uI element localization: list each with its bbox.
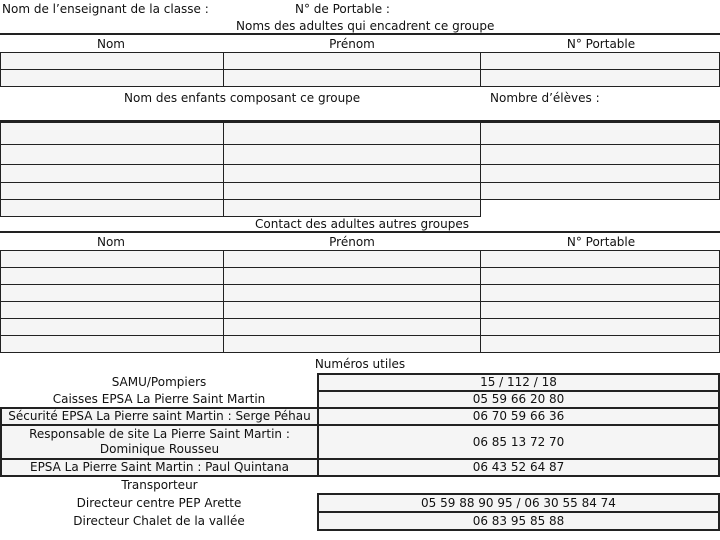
child-cell[interactable] [1,183,224,200]
useful-value: 06 85 13 72 70 [318,425,719,459]
adult-firstname-cell[interactable] [224,70,481,87]
useful-value: 06 83 95 85 88 [318,512,719,530]
child-cell[interactable] [224,145,481,165]
useful-value: 05 59 66 20 80 [318,391,719,408]
contact-cell[interactable] [481,336,720,353]
useful-numbers-table [0,373,720,531]
contacts-col-portable: N° Portable [566,235,636,249]
contact-cell[interactable] [481,319,720,336]
adult-firstname-cell[interactable] [224,53,481,70]
child-cell[interactable] [1,200,224,217]
contact-cell[interactable] [1,336,224,353]
col-portable: N° Portable [566,37,636,51]
adults-title: Noms des adultes qui encadrent ce groupe [236,19,495,33]
contact-cell[interactable] [224,319,481,336]
child-cell[interactable] [224,200,481,217]
divider [0,231,720,233]
useful-label: SAMU/Pompiers [1,374,318,391]
contact-cell[interactable] [224,268,481,285]
useful-value: 15 / 112 / 18 [318,374,719,391]
child-cell[interactable] [224,123,481,145]
child-cell[interactable] [481,145,720,165]
child-cell[interactable] [481,200,720,217]
contact-cell[interactable] [481,268,720,285]
useful-label: Directeur Chalet de la vallée [1,512,318,530]
child-cell[interactable] [1,165,224,183]
adults-table [0,52,720,87]
useful-value [318,476,719,494]
useful-label: Sécurité EPSA La Pierre saint Martin : Serge Péhau [1,408,318,425]
useful-label: Caisses EPSA La Pierre Saint Martin [1,391,318,408]
contacts-col-prenom: Prénom [329,235,375,249]
useful-label: Responsable de site La Pierre Saint Martin : Dominique Rousseu [1,425,318,459]
contact-cell[interactable] [481,285,720,302]
contact-cell[interactable] [224,285,481,302]
child-cell[interactable] [1,145,224,165]
useful-value: 06 70 59 66 36 [318,408,719,425]
phone-label: N° de Portable : [295,2,390,16]
col-prenom: Prénom [329,37,375,51]
adult-phone-cell[interactable] [481,53,720,70]
contacts-table [0,250,720,353]
contact-cell[interactable] [1,268,224,285]
children-count-label: Nombre d’élèves : [490,91,600,105]
useful-label: Directeur centre PEP Arette [1,494,318,512]
contact-cell[interactable] [1,285,224,302]
child-cell[interactable] [481,165,720,183]
children-names-label: Nom des enfants composant ce groupe [124,91,361,105]
contact-cell[interactable] [481,302,720,319]
contact-cell[interactable] [1,302,224,319]
children-table [0,122,720,217]
child-cell[interactable] [1,123,224,145]
adult-name-cell[interactable] [1,70,224,87]
contact-cell[interactable] [224,336,481,353]
contacts-title: Contact des adultes autres groupes [255,217,469,231]
useful-value: 05 59 88 90 95 / 06 30 55 84 74 [318,494,719,512]
col-nom: Nom [96,37,125,51]
divider [0,33,720,35]
teacher-label: Nom de l’enseignant de la classe : [2,2,209,16]
useful-value: 06 43 52 64 87 [318,459,719,476]
contacts-col-nom: Nom [96,235,125,249]
child-cell[interactable] [224,183,481,200]
contact-cell[interactable] [224,251,481,268]
adult-name-cell[interactable] [1,53,224,70]
contact-cell[interactable] [224,302,481,319]
useful-label: EPSA La Pierre Saint Martin : Paul Quintana [1,459,318,476]
child-cell[interactable] [481,183,720,200]
child-cell[interactable] [481,123,720,145]
adult-phone-cell[interactable] [481,70,720,87]
useful-title: Numéros utiles [314,357,406,371]
contact-cell[interactable] [1,251,224,268]
child-cell[interactable] [224,165,481,183]
contact-cell[interactable] [481,251,720,268]
contact-cell[interactable] [1,319,224,336]
useful-label: Transporteur [1,476,318,494]
